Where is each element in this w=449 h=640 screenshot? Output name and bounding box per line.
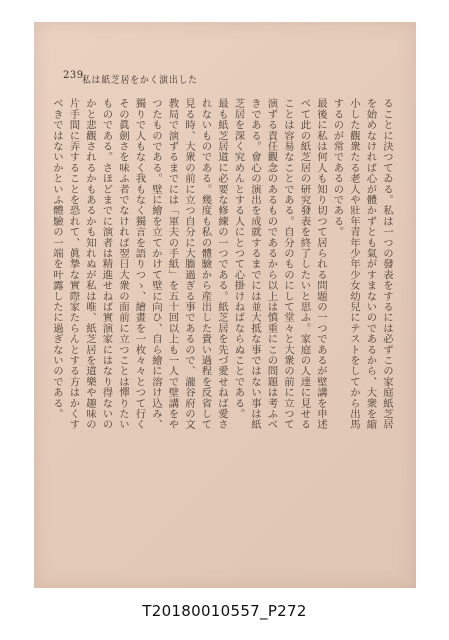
- running-head: 私は紙芝居をかく演出した: [82, 75, 198, 86]
- body-paragraph: 最も紙芝居道に必要な修練の一つである。紙芝居を先づ愛せねば愛されないものである。幾度も私の體驗から産出した貴い過程を反省して見る時、大衆の前に立つ自分に大膽過ぎる事であるので、瀧谷府の文教局で演ずるまでには「軍夫の手紙」を五十回以上も一人で壁講をやつたものである。壁に繪を立てかけて壁に向ひ、自ら繪に溶け込み、獨りで人もなく我もなく獨言を語りつゝ、繪畫を一枚々々とつて行くその眞劍さを味ふ者でなければ翌日大衆の面前に立つことは憚りたいものである。さほどまでに演者は精進せねば實演家にはなり得ないのかと悲觀されるかもあるかも知れぬが私は唯、紙芝居を道樂や趣味の片手間に弄することを恐れて、眞摯な實際家たらんとする方はかくすべきではないかといふ體驗の一端を叶露したに過ぎないのである。: [51, 98, 228, 430]
- body-paragraph: ることに決つてゐる。私は一つの發表をするには必ずこの家庭紙芝居を始めなければ心が體かずとも氣がすまないのであるから、大衆を縮小した觀衆たる老人や壯年青年少年少女幼兒にテストをしてから出馬するのが常であるのである。: [331, 98, 393, 430]
- vertical-text-block: [51, 98, 395, 440]
- scanned-book-page: [34, 22, 416, 588]
- archive-caption: T20180010557_P272: [142, 602, 307, 620]
- body-paragraph: 最後に私は何人も知り切つて居られる問題の一つであるが壁講を申述べて此の紙芝居の研究發表を終了したいと思ふ。家庭の人達に見せることは容易なことである。自分のものにして堂々と大衆の前に立つて演ずる責任觀念のあるものであるから以上は慎重にこの問題は考ふべきである。會心の演出を成就するまでには並大抵な事ではない事は紙芝居を深く究めんとする人にとつて心掛けねばならぬことである。: [232, 98, 327, 430]
- page-number: 239: [63, 70, 84, 81]
